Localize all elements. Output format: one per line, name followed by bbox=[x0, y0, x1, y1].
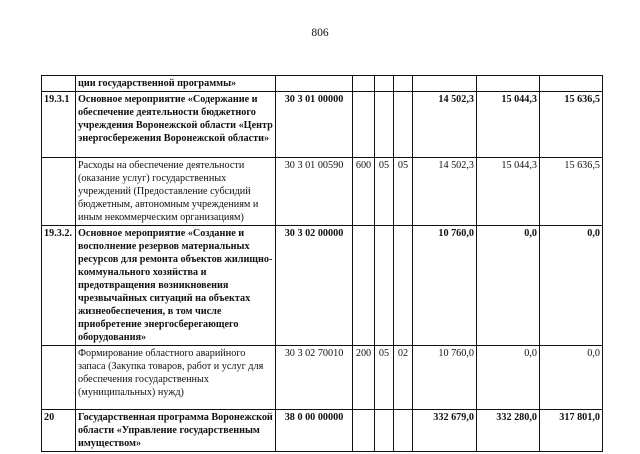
amount-year-3-cell: 15 636,5 bbox=[540, 92, 603, 158]
amount-year-1-cell: 10 760,0 bbox=[413, 226, 477, 346]
table-row bbox=[42, 410, 603, 452]
row-name-cell: Расходы на обеспечение деятельности (оказание услуг) государственных учреждений (Предоставление субсидий бюджетным, автономным учреждениям и иным некоммерческим организациям) bbox=[76, 158, 276, 226]
amount-year-1-cell: 14 502,3 bbox=[413, 92, 477, 158]
target-article-code-cell: 30 3 01 00590 bbox=[276, 158, 353, 226]
table-row bbox=[42, 92, 603, 158]
row-name-cell: Государственная программа Воронежской области «Управление государственным имуществом» bbox=[76, 410, 276, 452]
subsection-code-cell bbox=[394, 76, 413, 92]
amount-year-1-cell: 332 679,0 bbox=[413, 410, 477, 452]
subsection-code-cell: 05 bbox=[394, 158, 413, 226]
expense-type-code-cell bbox=[353, 76, 375, 92]
amount-year-3-cell: 15 636,5 bbox=[540, 158, 603, 226]
expense-type-code-cell bbox=[353, 92, 375, 158]
section-code-cell bbox=[375, 92, 394, 158]
target-article-code-cell: 30 3 02 70010 bbox=[276, 346, 353, 410]
target-article-code-cell: 30 3 01 00000 bbox=[276, 92, 353, 158]
subsection-code-cell bbox=[394, 410, 413, 452]
row-name-cell: Основное мероприятие «Содержание и обеспечение деятельности бюджетного учреждения Воронежской области «Центр энергосбережения Воронежской области» bbox=[76, 92, 276, 158]
section-code-cell bbox=[375, 226, 394, 346]
row-name-cell: ции государственной программы» bbox=[76, 76, 276, 92]
amount-year-2-cell: 0,0 bbox=[477, 346, 540, 410]
expense-type-code-cell: 200 bbox=[353, 346, 375, 410]
row-name-cell: Формирование областного аварийного запаса (Закупка товаров, работ и услуг для обеспечения государственных (муниципальных) нужд) bbox=[76, 346, 276, 410]
amount-year-1-cell: 10 760,0 bbox=[413, 346, 477, 410]
subsection-code-cell bbox=[394, 226, 413, 346]
amount-year-2-cell: 0,0 bbox=[477, 226, 540, 346]
amount-year-2-cell bbox=[477, 76, 540, 92]
table-row bbox=[42, 76, 603, 92]
row-code-cell: 20 bbox=[42, 410, 76, 452]
page-number: 806 bbox=[311, 27, 329, 39]
amount-year-2-cell: 15 044,3 bbox=[477, 92, 540, 158]
table-body bbox=[42, 76, 603, 452]
section-code-cell bbox=[375, 76, 394, 92]
row-code-cell bbox=[42, 76, 76, 92]
amount-year-3-cell: 317 801,0 bbox=[540, 410, 603, 452]
table-row bbox=[42, 346, 603, 410]
amount-year-1-cell: 14 502,3 bbox=[413, 158, 477, 226]
expense-type-code-cell bbox=[353, 226, 375, 346]
row-code-cell bbox=[42, 346, 76, 410]
table-row bbox=[42, 158, 603, 226]
amount-year-3-cell bbox=[540, 76, 603, 92]
subsection-code-cell bbox=[394, 92, 413, 158]
amount-year-3-cell: 0,0 bbox=[540, 346, 603, 410]
amount-year-1-cell bbox=[413, 76, 477, 92]
amount-year-3-cell: 0,0 bbox=[540, 226, 603, 346]
target-article-code-cell: 38 0 00 00000 bbox=[276, 410, 353, 452]
expense-type-code-cell bbox=[353, 410, 375, 452]
row-code-cell: 19.3.2. bbox=[42, 226, 76, 346]
row-name-cell: Основное мероприятие «Создание и восполнение резервов материальных ресурсов для ремонта объектов жилищно-коммунального хозяйства и предотвращения возникновения чрезвычайных ситуаций на объектах жизнеобеспечения, в том числе приобретение энергосберегающего оборудования» bbox=[76, 226, 276, 346]
target-article-code-cell bbox=[276, 76, 353, 92]
section-code-cell: 05 bbox=[375, 346, 394, 410]
budget-table bbox=[41, 75, 603, 452]
section-code-cell: 05 bbox=[375, 158, 394, 226]
subsection-code-cell: 02 bbox=[394, 346, 413, 410]
table-row bbox=[42, 226, 603, 346]
target-article-code-cell: 30 3 02 00000 bbox=[276, 226, 353, 346]
row-code-cell: 19.3.1 bbox=[42, 92, 76, 158]
amount-year-2-cell: 332 280,0 bbox=[477, 410, 540, 452]
expense-type-code-cell: 600 bbox=[353, 158, 375, 226]
section-code-cell bbox=[375, 410, 394, 452]
row-code-cell bbox=[42, 158, 76, 226]
amount-year-2-cell: 15 044,3 bbox=[477, 158, 540, 226]
